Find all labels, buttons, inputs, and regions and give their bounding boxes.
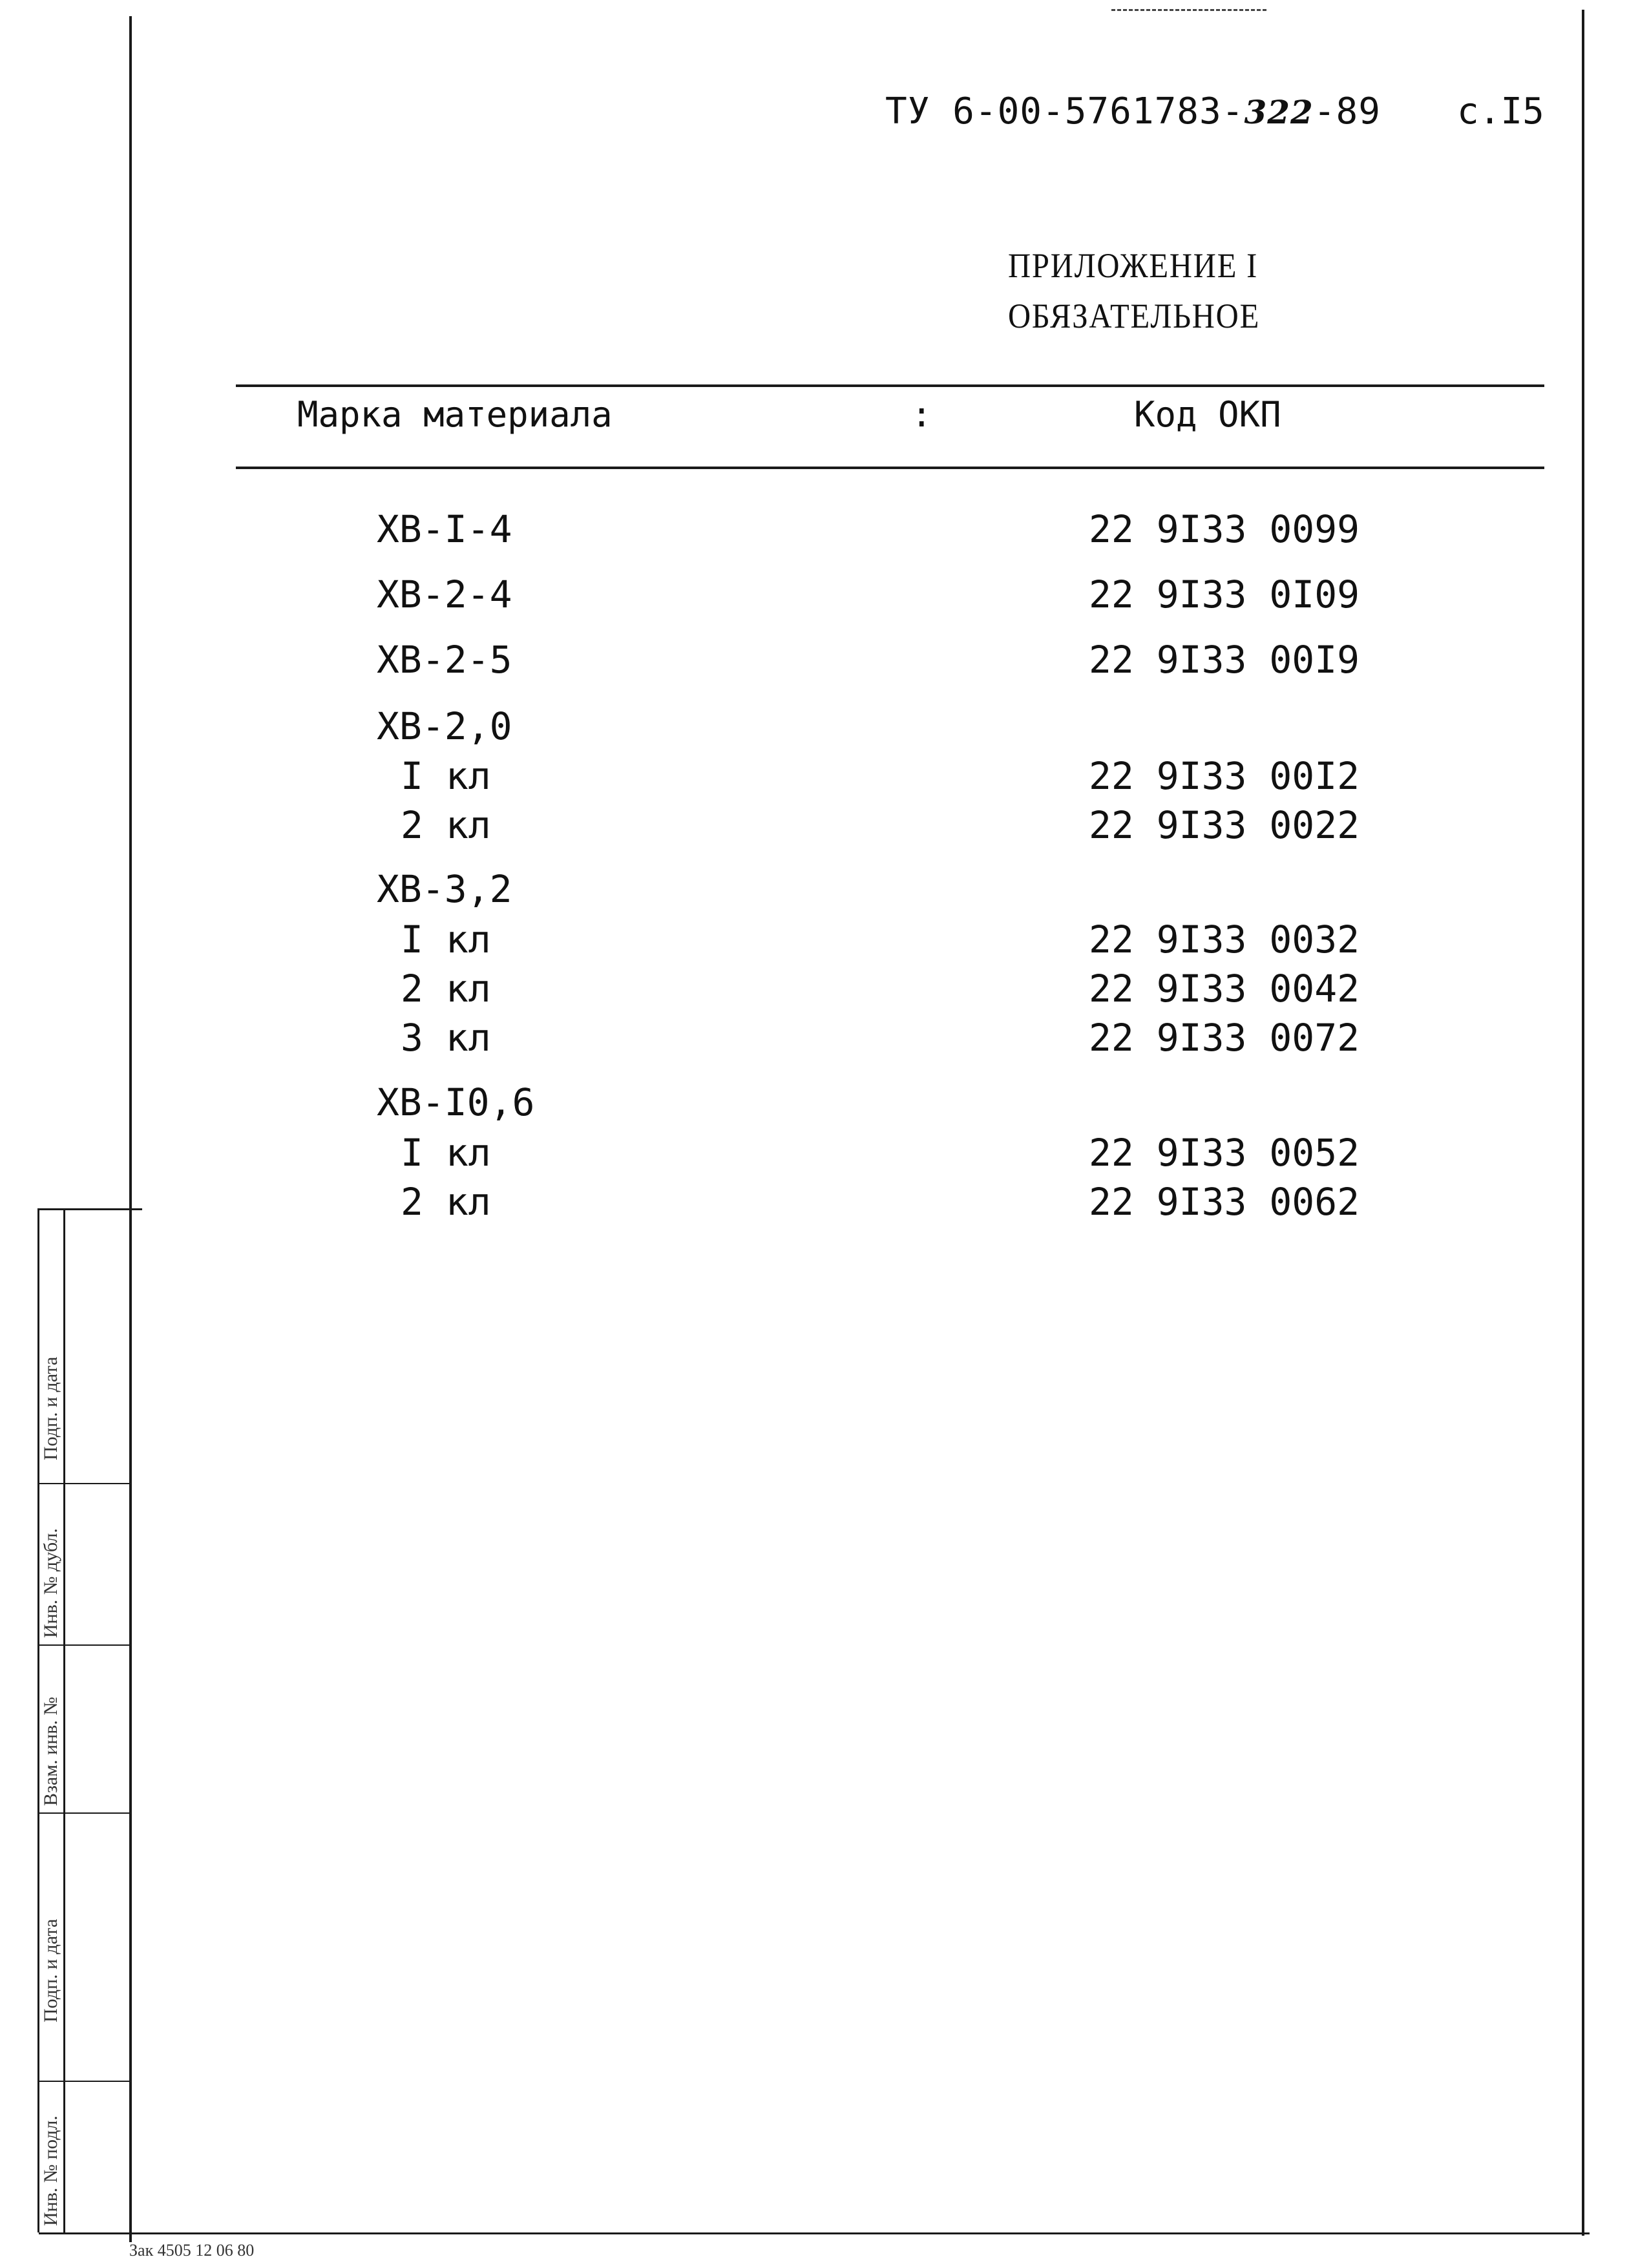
- okp-code: 22 9I33 0I09: [1089, 572, 1360, 616]
- print-order-mark: Зак 4505 12 06 80: [129, 2241, 255, 2260]
- document-code-suffix: -89: [1313, 90, 1381, 132]
- material-grade: ХВ-2-4: [377, 572, 512, 616]
- material-grade: ХВ-3,2: [377, 867, 512, 911]
- table-header-rule: [236, 467, 1544, 469]
- stamp-sign-date-2: Подп. и дата: [40, 1918, 61, 2022]
- okp-code: 22 9I33 00I2: [1089, 754, 1360, 798]
- column-header-code: Код ОКП: [1134, 394, 1281, 435]
- top-frame-dash: [1111, 9, 1266, 11]
- bottom-frame-line: [39, 2232, 1590, 2234]
- material-class: I кл: [401, 1131, 491, 1175]
- stamp-divider: [39, 1812, 129, 1814]
- okp-code: 22 9I33 0032: [1089, 918, 1360, 961]
- material-grade: ХВ-2,0: [377, 704, 512, 748]
- appendix-title: ПРИЛОЖЕНИЕ I: [1008, 246, 1259, 285]
- okp-code: 22 9I33 0099: [1089, 507, 1360, 551]
- stamp-inv-dubl: Инв. № дубл.: [40, 1528, 61, 1638]
- stamp-divider: [39, 1644, 129, 1646]
- material-class: I кл: [401, 918, 491, 961]
- okp-code: 22 9I33 0072: [1089, 1016, 1360, 1060]
- left-frame-line: [129, 16, 132, 2242]
- table-top-rule: [236, 384, 1544, 387]
- okp-code: 22 9I33 00I9: [1089, 638, 1360, 682]
- stamp-inner-line: [63, 1208, 65, 2232]
- column-header-separator: :: [911, 394, 932, 435]
- material-grade: ХВ-2-5: [377, 638, 512, 682]
- okp-code: 22 9I33 0062: [1089, 1180, 1360, 1224]
- document-code: [885, 90, 1381, 132]
- stamp-divider: [39, 2081, 129, 2082]
- appendix-subtitle: ОБЯЗАТЕЛЬНОЕ: [1008, 297, 1261, 335]
- stamp-vzam-inv: Взам. инв. №: [40, 1696, 61, 1806]
- document-code-prefix: ТУ 6-00-5761783-: [885, 90, 1245, 132]
- right-frame-line: [1582, 10, 1584, 2236]
- okp-code: 22 9I33 0022: [1089, 803, 1360, 847]
- stamp-divider: [39, 1483, 129, 1484]
- stamp-sign-date: Подп. и дата: [40, 1356, 61, 1460]
- material-grade: ХВ-I-4: [377, 507, 512, 551]
- material-class: 2 кл: [401, 803, 491, 847]
- okp-code: 22 9I33 0042: [1089, 967, 1360, 1011]
- column-header-material: Марка материала: [297, 394, 613, 435]
- material-class: 3 кл: [401, 1016, 491, 1060]
- stamp-inv-podl: Инв. № подл.: [40, 2116, 61, 2226]
- material-class: 2 кл: [401, 1180, 491, 1224]
- material-class: 2 кл: [401, 967, 491, 1011]
- page-number: с.I5: [1457, 90, 1544, 132]
- material-grade: ХВ-I0,6: [377, 1080, 535, 1124]
- stamp-divider: [39, 1208, 142, 1210]
- material-class: I кл: [401, 754, 491, 798]
- stamp-outer-line: [37, 1208, 39, 2232]
- handwritten-number: 322: [1244, 93, 1314, 131]
- okp-code: 22 9I33 0052: [1089, 1131, 1360, 1175]
